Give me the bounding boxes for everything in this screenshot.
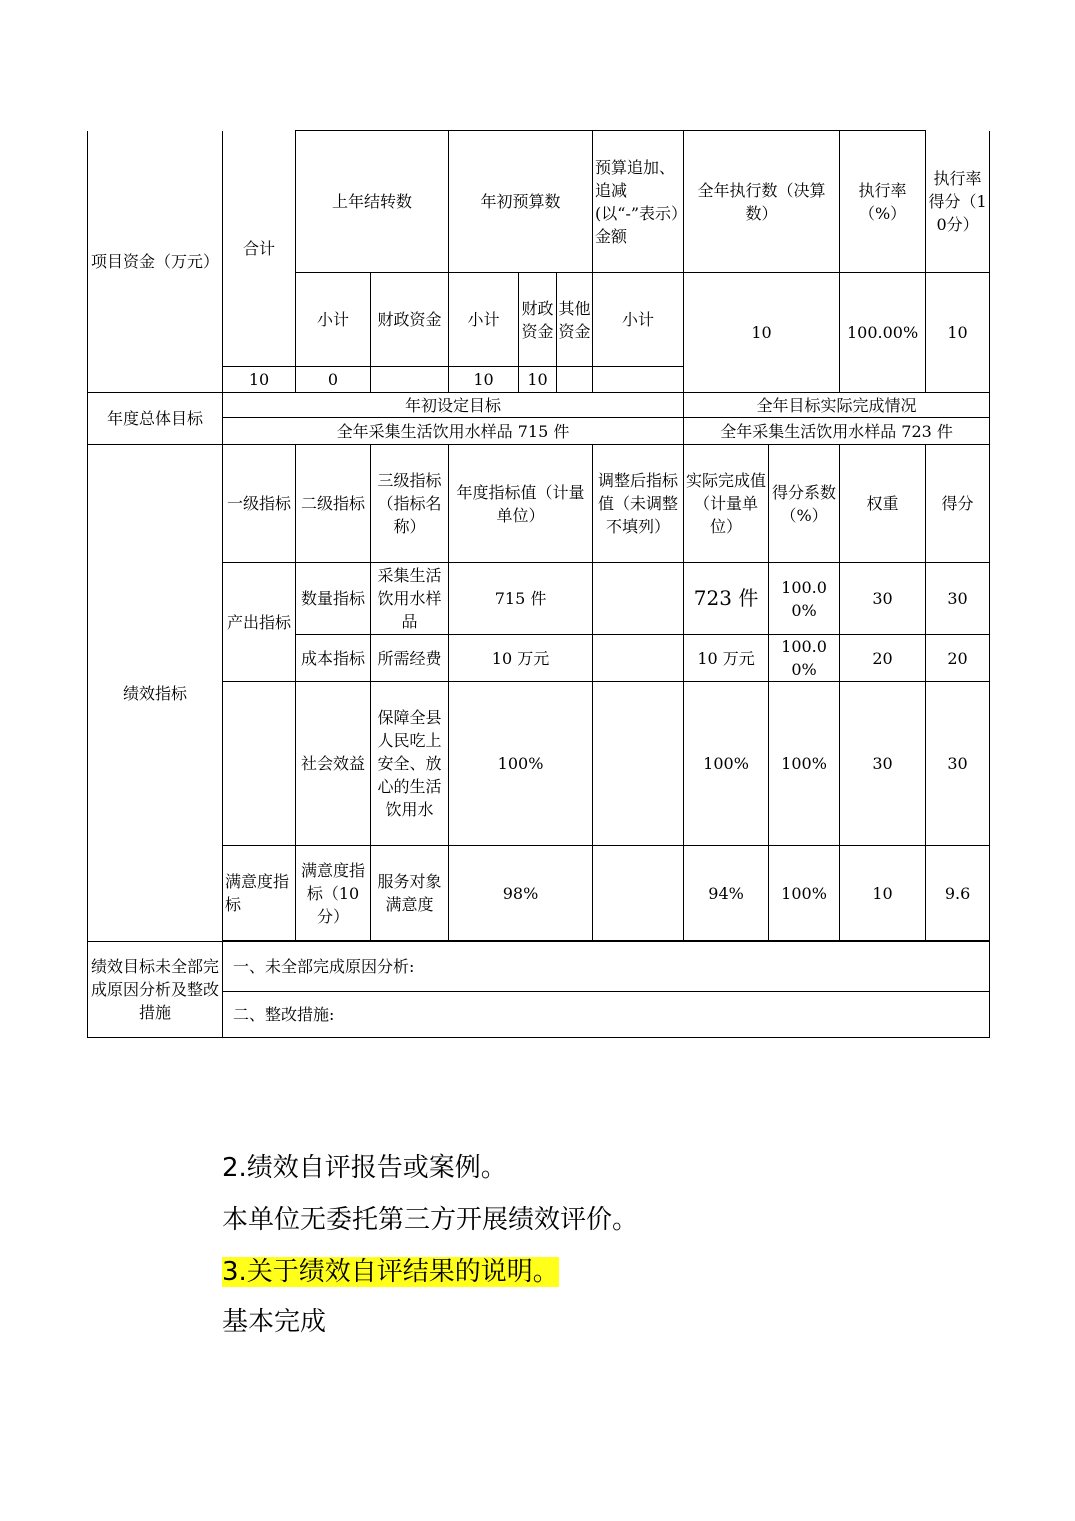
carryover-header: 上年结转数 (296, 131, 449, 273)
score-coef-cell: 100% (769, 846, 840, 941)
weight-cell: 10 (840, 846, 926, 941)
weight-cell: 30 (840, 563, 926, 635)
actual-value-cell: 10 万元 (684, 635, 769, 682)
adjusted-value-header: 调整后指标值（未调整不填列） (593, 445, 684, 563)
analysis-row-label: 绩效目标未全部完成原因分析及整改措施 (88, 942, 223, 1038)
weight-cell: 20 (840, 635, 926, 682)
carryover-subtotal-value: 0 (296, 367, 371, 393)
initial-fiscal-value: 10 (519, 367, 557, 393)
level3-cell: 保障全县人民吃上安全、放心的生活饮用水 (371, 682, 449, 846)
report-heading: 2.绩效自评报告或案例。 (222, 1153, 507, 1183)
level2-cell: 数量指标 (296, 563, 371, 635)
score-coef-cell: 100% (769, 682, 840, 846)
initial-other-header: 其他资金 (557, 273, 593, 367)
initial-budget-header: 年初预算数 (449, 131, 593, 273)
score-coef-header: 得分系数（%） (769, 445, 840, 563)
table-row (88, 563, 990, 635)
annual-value-cell: 100% (449, 682, 593, 846)
initial-goal-value: 全年采集生活饮用水样品 715 件 (223, 418, 684, 445)
exec-rate-value: 100.00% (840, 273, 926, 393)
level3-header: 三级指标（指标名称） (371, 445, 449, 563)
adjusted-value-cell (593, 682, 684, 846)
actual-goal-header: 全年目标实际完成情况 (684, 393, 990, 418)
actual-value-header: 实际完成值（计量单位） (684, 445, 769, 563)
score-cell: 30 (926, 563, 990, 635)
goals-row-label: 年度总体目标 (88, 393, 223, 445)
annual-value-cell: 10 万元 (449, 635, 593, 682)
level3-cell: 所需经费 (371, 635, 449, 682)
result-heading-highlight: 3.关于绩效自评结果的说明。 (222, 1257, 559, 1287)
actual-value-cell: 723 件 (684, 563, 769, 635)
initial-subtotal-value: 10 (449, 367, 519, 393)
unfinished-reason-label: 一、未全部完成原因分析: (223, 942, 990, 992)
actual-value-cell: 94% (684, 846, 769, 941)
weight-header: 权重 (840, 445, 926, 563)
score-coef-cell: 100.00% (769, 635, 840, 682)
level2-cell: 成本指标 (296, 635, 371, 682)
carryover-fiscal-header: 财政资金 (371, 273, 449, 367)
adjustment-header: 预算追加、追减(以“-”表示）金额 (593, 131, 684, 273)
funds-row-label: 项目资金（万元） (88, 131, 223, 393)
result-heading (222, 1254, 559, 1290)
initial-other-value (557, 367, 593, 393)
adjustment-subtotal-value (593, 367, 684, 393)
execution-header: 全年执行数（决算数） (684, 131, 840, 273)
carryover-fiscal-value (371, 367, 449, 393)
adjusted-value-cell (593, 846, 684, 941)
annual-value-cell: 715 件 (449, 563, 593, 635)
score-cell: 20 (926, 635, 990, 682)
level2-header: 二级指标 (296, 445, 371, 563)
initial-fiscal-header: 财政资金 (519, 273, 557, 367)
report-text: 本单位无委托第三方开展绩效评价。 (222, 1205, 639, 1235)
level3-cell: 采集生活饮用水样品 (371, 563, 449, 635)
execution-value: 10 (684, 273, 840, 393)
performance-table (87, 130, 990, 1038)
weight-cell: 30 (840, 682, 926, 846)
exec-score-header: 执行率得分（10分） (926, 131, 990, 273)
exec-rate-header: 执行率（%） (840, 131, 926, 273)
carryover-subtotal-header: 小计 (296, 273, 371, 367)
level1-cell-empty (223, 682, 296, 846)
adjustment-subtotal-header: 小计 (593, 273, 684, 367)
score-cell: 9.6 (926, 846, 990, 941)
result-text: 基本完成 (222, 1307, 327, 1337)
actual-value-cell: 100% (684, 682, 769, 846)
total-value: 10 (223, 367, 296, 393)
level2-cell: 满意度指标（10分） (296, 846, 371, 941)
score-cell: 30 (926, 682, 990, 846)
initial-goal-header: 年初设定目标 (223, 393, 684, 418)
rectification-measures-label: 二、整改措施: (223, 992, 990, 1038)
indicators-row-label: 绩效指标 (88, 445, 223, 942)
table-row (88, 682, 990, 846)
annual-value-cell: 98% (449, 846, 593, 941)
exec-score-value: 10 (926, 273, 990, 393)
level3-cell: 服务对象满意度 (371, 846, 449, 941)
table-row (88, 846, 990, 941)
satisfaction-indicator-label: 满意度指标 (223, 846, 296, 941)
initial-subtotal-header: 小计 (449, 273, 519, 367)
output-indicator-label: 产出指标 (223, 563, 296, 682)
level2-cell: 社会效益 (296, 682, 371, 846)
actual-goal-value: 全年采集生活饮用水样品 723 件 (684, 418, 990, 445)
score-header: 得分 (926, 445, 990, 563)
funds-total-header: 合计 (223, 131, 296, 367)
level1-header: 一级指标 (223, 445, 296, 563)
annual-value-header: 年度指标值（计量单位） (449, 445, 593, 563)
adjusted-value-cell (593, 635, 684, 682)
score-coef-cell: 100.00% (769, 563, 840, 635)
adjusted-value-cell (593, 563, 684, 635)
